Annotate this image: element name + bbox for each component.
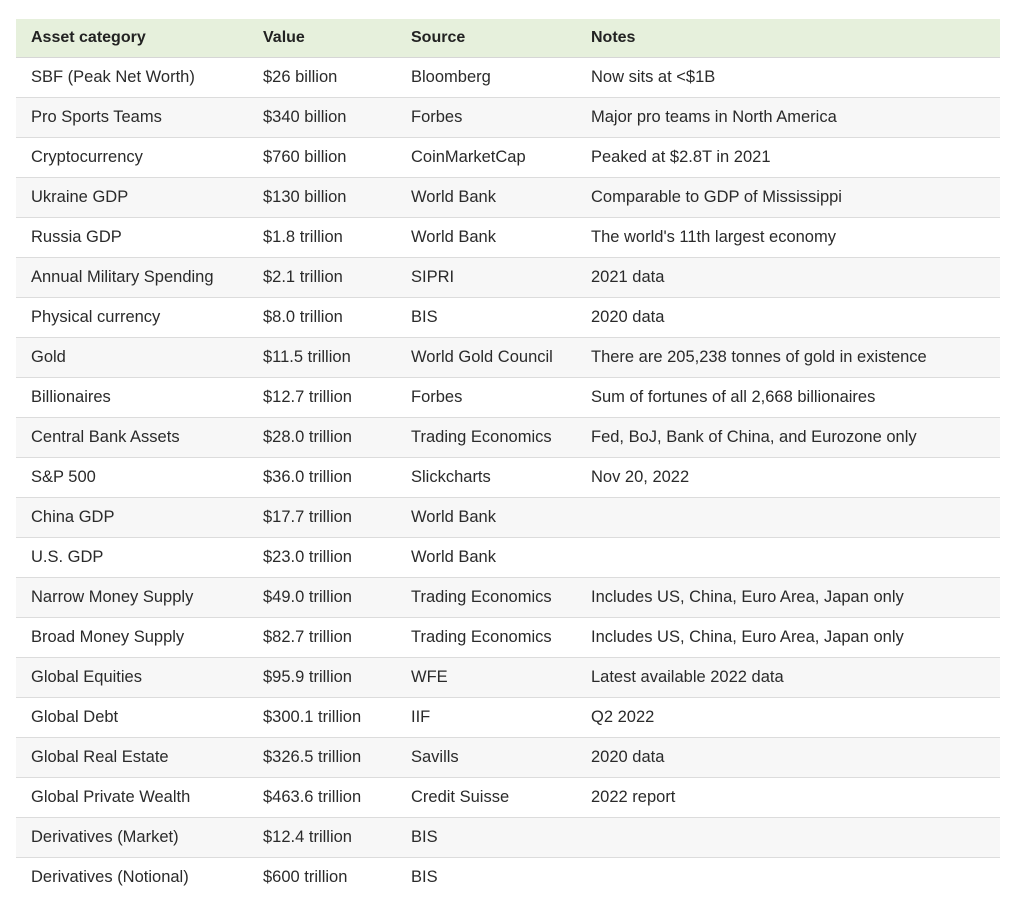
header-value: Value: [248, 19, 396, 58]
cell-source: IIF: [396, 698, 576, 738]
cell-value: $340 billion: [248, 98, 396, 138]
table-row: [16, 578, 1000, 618]
cell-value: $49.0 trillion: [248, 578, 396, 618]
cell-value: $95.9 trillion: [248, 658, 396, 698]
cell-value: $11.5 trillion: [248, 338, 396, 378]
cell-source: Trading Economics: [396, 618, 576, 658]
table-row: [16, 138, 1000, 178]
cell-source: World Bank: [396, 178, 576, 218]
table-header: [16, 19, 1000, 58]
cell-asset-category: Narrow Money Supply: [16, 578, 248, 618]
cell-source: Credit Suisse: [396, 778, 576, 818]
header-row: [16, 19, 1000, 58]
cell-value: $130 billion: [248, 178, 396, 218]
cell-asset-category: Annual Military Spending: [16, 258, 248, 298]
table-row: [16, 698, 1000, 738]
cell-notes: 2021 data: [576, 258, 1000, 298]
table-row: [16, 618, 1000, 658]
table-row: [16, 658, 1000, 698]
cell-notes: Major pro teams in North America: [576, 98, 1000, 138]
cell-notes: [576, 858, 1000, 898]
table-row: [16, 418, 1000, 458]
table-row: [16, 178, 1000, 218]
cell-source: Forbes: [396, 378, 576, 418]
cell-asset-category: Central Bank Assets: [16, 418, 248, 458]
header-asset-category: Asset category: [16, 19, 248, 58]
cell-notes: Peaked at $2.8T in 2021: [576, 138, 1000, 178]
cell-source: Bloomberg: [396, 58, 576, 98]
cell-notes: Nov 20, 2022: [576, 458, 1000, 498]
cell-source: BIS: [411, 868, 438, 886]
cell-asset-category: Derivatives (Market): [16, 818, 248, 858]
asset-table: [16, 19, 1000, 897]
cell-value: $26 billion: [248, 58, 396, 98]
cell-value: $8.0 trillion: [248, 298, 396, 338]
cell-notes: [576, 538, 1000, 578]
table-row: [16, 298, 1000, 338]
asset-table-container: [16, 19, 1000, 897]
cell-notes: The world's 11th largest economy: [576, 218, 1000, 258]
cell-asset-category: Global Debt: [16, 698, 248, 738]
cell-value: $463.6 trillion: [248, 778, 396, 818]
cell-asset-category: Physical currency: [16, 298, 248, 338]
cell-value: $82.7 trillion: [248, 618, 396, 658]
cell-asset-category: Billionaires: [16, 378, 248, 418]
cell-asset-category: Ukraine GDP: [16, 178, 248, 218]
table-row: [16, 538, 1000, 578]
cell-value: $17.7 trillion: [248, 498, 396, 538]
cell-value: $600 trillion: [263, 868, 348, 886]
cell-source: World Bank: [396, 218, 576, 258]
table-row: [16, 98, 1000, 138]
cell-asset-category: Derivatives (Notional): [31, 868, 189, 886]
cell-asset-category: Russia GDP: [16, 218, 248, 258]
table-row: [16, 778, 1000, 818]
cell-source: Savills: [396, 738, 576, 778]
cell-notes: [576, 818, 1000, 858]
table-row: [16, 818, 1000, 858]
cell-asset-category: S&P 500: [16, 458, 248, 498]
cell-source: Forbes: [396, 98, 576, 138]
table-body: [16, 58, 1000, 898]
cell-notes: There are 205,238 tonnes of gold in existence: [576, 338, 1000, 378]
cell-source: World Gold Council: [396, 338, 576, 378]
table-row: [16, 218, 1000, 258]
cell-source: Trading Economics: [396, 418, 576, 458]
cell-source: Slickcharts: [396, 458, 576, 498]
cell-notes: 2020 data: [576, 738, 1000, 778]
cell-source: World Bank: [396, 498, 576, 538]
table-row: [16, 378, 1000, 418]
cell-asset-category: SBF (Peak Net Worth): [16, 58, 248, 98]
cell-asset-category: Global Real Estate: [16, 738, 248, 778]
cell-source: SIPRI: [396, 258, 576, 298]
cell-asset-category: Global Private Wealth: [16, 778, 248, 818]
cell-notes: Fed, BoJ, Bank of China, and Eurozone only: [576, 418, 1000, 458]
cell-notes: 2022 report: [576, 778, 1000, 818]
cell-source: BIS: [396, 818, 576, 858]
cell-source: BIS: [396, 298, 576, 338]
table-row: [16, 858, 1000, 898]
cell-source: WFE: [396, 658, 576, 698]
cell-value: $28.0 trillion: [248, 418, 396, 458]
cell-notes: Sum of fortunes of all 2,668 billionaires: [576, 378, 1000, 418]
cell-source: CoinMarketCap: [396, 138, 576, 178]
table-row: [16, 738, 1000, 778]
cell-asset-category: Cryptocurrency: [16, 138, 248, 178]
cell-value: $1.8 trillion: [248, 218, 396, 258]
table-row: [16, 498, 1000, 538]
cell-asset-category: Pro Sports Teams: [16, 98, 248, 138]
cell-value: $760 billion: [248, 138, 396, 178]
cell-notes: Q2 2022: [576, 698, 1000, 738]
cell-value: $36.0 trillion: [248, 458, 396, 498]
cell-notes: Comparable to GDP of Mississippi: [576, 178, 1000, 218]
cell-value: $12.4 trillion: [248, 818, 396, 858]
cell-value: $300.1 trillion: [248, 698, 396, 738]
table-row: [16, 338, 1000, 378]
header-source: Source: [396, 19, 576, 58]
table-row: [16, 458, 1000, 498]
cell-value: $23.0 trillion: [248, 538, 396, 578]
cell-value: $2.1 trillion: [248, 258, 396, 298]
table-row: [16, 258, 1000, 298]
cell-notes: Latest available 2022 data: [576, 658, 1000, 698]
cell-notes: Now sits at <$1B: [576, 58, 1000, 98]
cell-notes: Includes US, China, Euro Area, Japan only: [576, 618, 1000, 658]
cell-notes: Includes US, China, Euro Area, Japan only: [576, 578, 1000, 618]
cell-asset-category: U.S. GDP: [16, 538, 248, 578]
header-notes: Notes: [576, 19, 1000, 58]
cell-value: $12.7 trillion: [248, 378, 396, 418]
table-row: [16, 58, 1000, 98]
cell-value: $326.5 trillion: [248, 738, 396, 778]
cell-notes: [576, 498, 1000, 538]
cell-notes: 2020 data: [576, 298, 1000, 338]
cell-asset-category: China GDP: [16, 498, 248, 538]
cell-asset-category: Gold: [16, 338, 248, 378]
cell-asset-category: Broad Money Supply: [16, 618, 248, 658]
cell-asset-category: Global Equities: [16, 658, 248, 698]
cell-source: Trading Economics: [396, 578, 576, 618]
cell-source: World Bank: [396, 538, 576, 578]
